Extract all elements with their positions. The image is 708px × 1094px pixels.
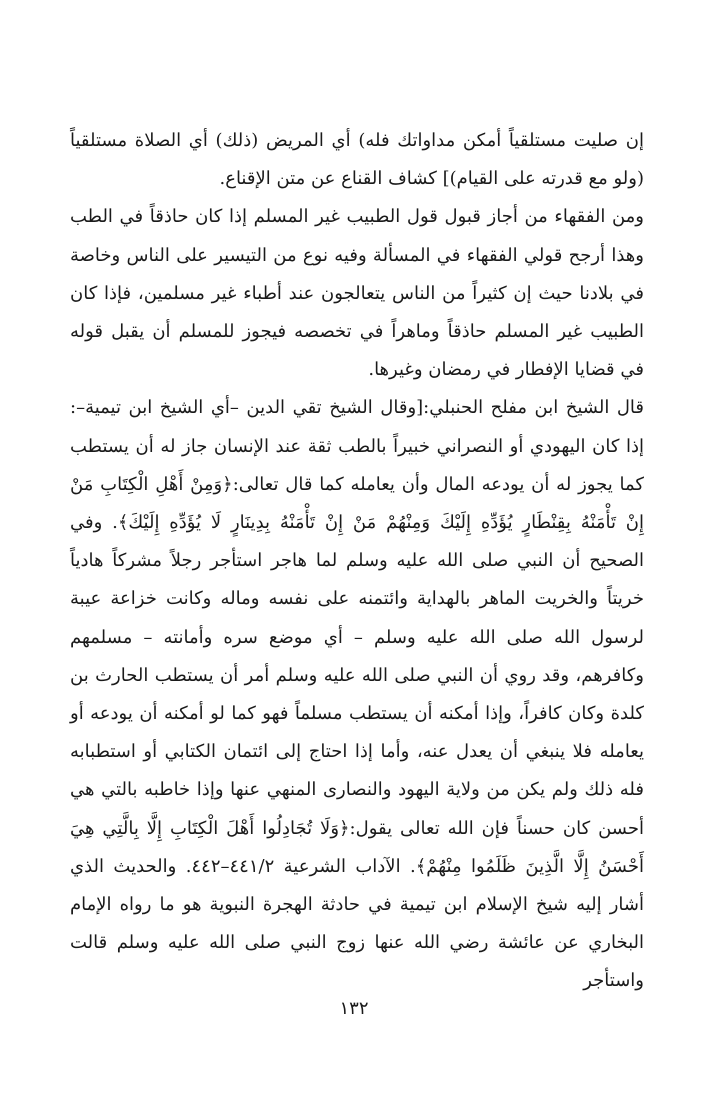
body-text <box>70 122 644 1001</box>
paragraph-2: ومن الفقهاء من أجاز قبول قول الطبيب غير المسلم إذا كان حاذقاً في الطب وهذا أرجح قولي الفقهاء في المسألة وفيه نوع من التيسير على الناس وخاصة في بلادنا حيث إن كثيراً من الناس يتعالجون عند أطباء غير مسلمين، فإذا كان الطبيب غير المسلم حاذقاً وماهراً في تخصصه فيجوز للمسلم أن يقبل قوله في قضايا الإفطار في رمضان وغيرها. <box>70 206 644 381</box>
paragraph-3: قال الشيخ ابن مفلح الحنبلي:[وقال الشيخ تقي الدين –أي الشيخ ابن تيمية–: إذا كان اليهودي أو النصراني خبيراً بالطب ثقة عند الإنسان جاز له أن يستطب كما يجوز له أن يودعه المال وأن يعامله كما قال تعالى:﴿وَمِنْ أَهْلِ الْكِتَابِ مَنْ إِنْ تَأْمَنْهُ بِقِنْطَارٍ يُؤَدِّهِ إِلَيْكَ وَمِنْهُمْ مَنْ إِنْ تَأْمَنْهُ بِدِينَارٍ لَا يُؤَدِّهِ إِلَيْكَ﴾. وفي الصحيح أن النبي صلى الله عليه وسلم لما هاجر استأجر رجلاً مشركاً هادياً خريتاً والخريت الماهر بالهداية وائتمنه على نفسه وماله وكانت خزاعة عيبة لرسول الله صلى الله عليه وسلم – أي موضع سره وأمانته – مسلمهم وكافرهم، وقد روي أن النبي صلى الله عليه وسلم أمر أن يستطب الحارث بن كلدة وكان كافراً، وإذا أمكنه أن يستطب مسلماً فهو كما لو أمكنه أن يودعه أو يعامله فلا ينبغي أن يعدل عنه، وأما إذا احتاج إلى ائتمان الكتابي أو استطبابه فله ذلك ولم يكن من ولاية اليهود والنصارى المنهي عنها وإذا خاطبه بالتي هي أحسن كان حسناً فإن الله تعالى يقول:﴿وَلَا تُجَادِلُوا أَهْلَ الْكِتَابِ إِلَّا بِالَّتِي هِيَ أَحْسَنُ إِلَّا الَّذِينَ ظَلَمُوا مِنْهُمْ﴾. الآداب الشرعية ٤٤١/٢–٤٤٢. والحديث الذي أشار إليه شيخ الإسلام ابن تيمية في حادثة الهجرة النبوية هو ما رواه الإمام البخاري عن عائشة رضي الله عنها زوج النبي صلى الله عليه وسلم قالت واستأجر <box>70 397 644 992</box>
paragraph-1: إن صليت مستلقياً أمكن مداواتك فله) أي المريض (ذلك) أي الصلاة مستلقياً (ولو مع قدرته على القيام)] كشاف القناع عن متن الإقناع. <box>70 130 644 190</box>
page-number: ١٣٢ <box>339 998 369 1019</box>
